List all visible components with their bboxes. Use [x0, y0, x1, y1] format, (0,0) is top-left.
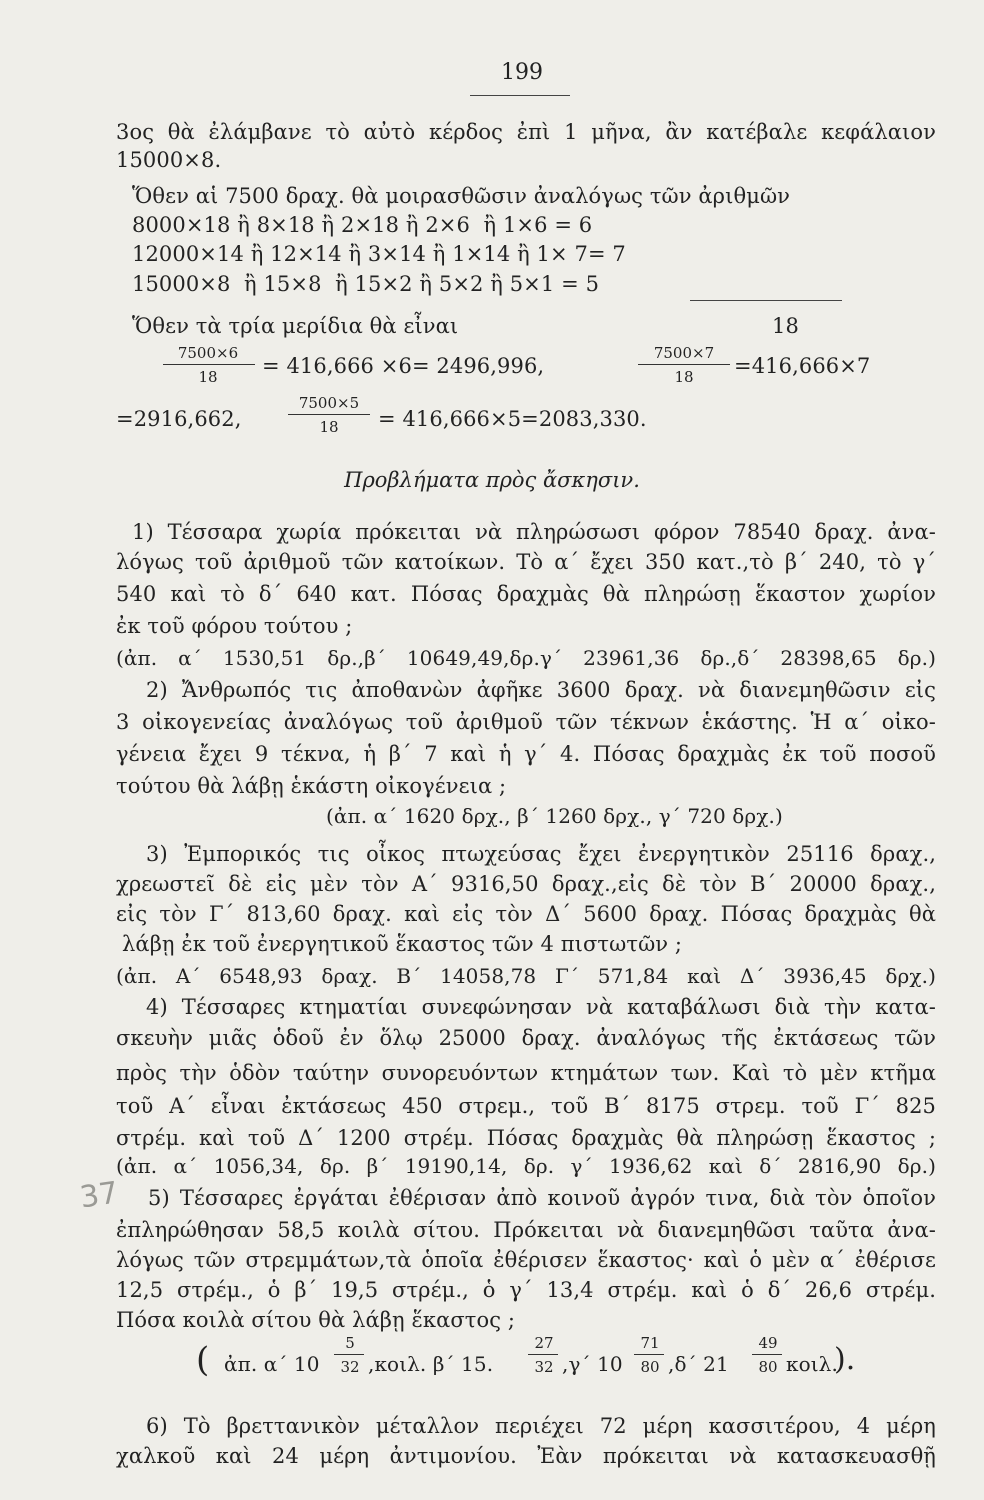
intro-line-1: 3ος θὰ ἐλάμβανε τὸ αὐτὸ κέρδος ἐπὶ 1 μῆνα, ἂν κατέβαλε κεφάλαιον: [116, 120, 936, 144]
answer-a-bar: [334, 1354, 364, 1355]
ratio-total: 18: [772, 314, 799, 338]
answer-d-bar: [752, 1354, 782, 1355]
exercises-heading: Προβλήματα πρὸς ἄσκησιν.: [344, 468, 640, 492]
exercise-3-line-1: 3) Ἐμπορικός τις οἶκος πτωχεύσας ἔχει ἐνεργητικὸν 25116 δραχ.,: [146, 842, 936, 866]
ratio-equation-1: 8000×18 ἢ 8×18 ἢ 2×18 ἢ 2×6 ἢ 1×6 = 6: [132, 213, 593, 237]
exercise-5-line-3: λόγως τῶν στρεμμάτων,τὰ ὁποῖα ἐθέρισεν ἕκαστος· καὶ ὁ μὲν α΄ ἐθέρισε: [116, 1248, 936, 1272]
exercise-4-answer: (ἀπ. α΄ 1056,34, δρ. β΄ 19190,14, δρ. γ΄ 1936,62 καὶ δ΄ 2816,90 δρ.): [116, 1154, 936, 1178]
exercise-2-line-1: 2) Ἄνθρωπός τις ἀποθανὼν ἀφῆκε 3600 δραχ. νὰ διανεμηθῶσιν εἰς: [146, 678, 936, 702]
answer-a-denominator: 32: [340, 1358, 360, 1376]
exercise-3-answer: (ἀπ. Α΄ 6548,93 δραχ. Β΄ 14058,78 Γ΄ 571,84 καὶ Δ΄ 3936,45 δρχ.): [116, 964, 936, 988]
answer-close-paren: ).: [834, 1342, 856, 1377]
exercise-6-line-2: χαλκοῦ καὶ 24 μέρη ἀντιμονίου. Ἐὰν πρόκειται νὰ κατασκευασθῇ: [116, 1444, 936, 1468]
exercise-1-line-3: 540 καὶ τὸ δ΄ 640 κατ. Πόσας δραχμὰς θὰ πληρώσῃ ἕκαστον χωρίον: [116, 582, 936, 606]
answer-b-denominator: 32: [534, 1358, 554, 1376]
answer-b: ,κοιλ. β΄ 15.: [368, 1352, 494, 1376]
answer-c-denominator: 80: [640, 1358, 660, 1376]
fraction-1-bar: [163, 364, 255, 365]
fraction-1-denominator: 18: [198, 368, 218, 386]
exercise-3-line-2: χρεωστεῖ δὲ εἰς μὲν τὸν Α΄ 9316,50 δραχ.,εἰς δὲ τὸν Β΄ 20000 δραχ.,: [116, 872, 936, 896]
answer-b-bar: [528, 1354, 558, 1355]
exercise-4-line-3: πρὸς τὴν ὁδὸν ταύτην συνορευόντων κτημάτων των. Καὶ τὸ μὲν κτῆμα: [116, 1061, 936, 1085]
intro-line-3: Ὅθεν αἱ 7500 δραχ. θὰ μοιρασθῶσιν ἀναλόγως τῶν ἀριθμῶν: [132, 184, 791, 208]
fraction-2-result: =416,666×7: [734, 354, 871, 378]
exercise-2-line-3: γένεια ἔχει 9 τέκνα, ἡ β΄ 7 καὶ ἡ γ΄ 4. Πόσας δραχμὰς ἐκ τοῦ ποσοῦ: [116, 742, 936, 766]
exercise-4-line-4: τοῦ Α΄ εἶναι ἐκτάσεως 450 στρεμ., τοῦ Β΄ 8175 στρεμ. τοῦ Γ΄ 825: [116, 1094, 936, 1118]
exercise-5-line-1: 5) Τέσσαρες ἐργάται ἐθέρισαν ἀπὸ κοινοῦ ἀγρόν τινα, διὰ τὸν ὁποῖον: [148, 1186, 936, 1210]
answer-a-numerator: 5: [345, 1334, 355, 1352]
answer-c-numerator: 71: [640, 1334, 660, 1352]
exercise-2-answer: (ἀπ. α΄ 1620 δρχ., β΄ 1260 δρχ., γ΄ 720 δρχ.): [326, 804, 783, 828]
fraction-1-result: = 416,666 ×6= 2496,996,: [262, 354, 545, 378]
answer-c-bar: [634, 1354, 664, 1355]
sum-rule: [690, 300, 842, 301]
fraction-3-numerator: 7500×5: [298, 394, 360, 412]
exercise-2-line-2: 3 οἰκογενείας ἀναλόγως τοῦ ἀριθμοῦ τῶν τέκνων ἑκάστης. Ἡ α΄ οἰκο-: [116, 710, 936, 734]
exercise-4-line-5: στρέμ. καὶ τοῦ Δ΄ 1200 στρέμ. Πόσας δραχμὰς θὰ πληρώσῃ ἕκαστος ;: [116, 1126, 936, 1150]
fraction-line-2-start: =2916,662,: [116, 407, 242, 431]
ratio-equation-2: 12000×14 ἢ 12×14 ἢ 3×14 ἢ 1×14 ἢ 1× 7= 7: [132, 242, 626, 266]
answer-b-numerator: 27: [534, 1334, 554, 1352]
exercise-3-line-4: λάβῃ ἐκ τοῦ ἐνεργητικοῦ ἕκαστος τῶν 4 πιστωτῶν ;: [122, 932, 683, 956]
answer-d-numerator: 49: [758, 1334, 778, 1352]
handwritten-margin-note: 37: [77, 1175, 121, 1216]
page-number: 199: [501, 60, 543, 85]
fraction-3-denominator: 18: [319, 418, 339, 436]
exercise-1-line-2: λόγως τοῦ ἀριθμοῦ τῶν κατοίκων. Τὸ α΄ ἔχει 350 κατ.,τὸ β΄ 240, τὸ γ΄: [116, 550, 936, 574]
answer-d-denominator: 80: [758, 1358, 778, 1376]
ratio-equation-3: 15000×8 ἢ 15×8 ἢ 15×2 ἢ 5×2 ἢ 5×1 = 5: [132, 272, 600, 296]
exercise-4-line-1: 4) Τέσσαρες κτηματίαι συνεφώνησαν νὰ καταβάλωσι διὰ τὴν κατα-: [146, 995, 936, 1019]
exercise-2-line-4: τούτου θὰ λάβῃ ἑκάστη οἰκογένεια ;: [116, 774, 507, 798]
fraction-2-numerator: 7500×7: [653, 344, 715, 362]
exercise-3-line-3: εἰς τὸν Γ΄ 813,60 δραχ. καὶ εἰς τὸν Δ΄ 5600 δραχ. Πόσας δραχμὰς θὰ: [116, 902, 936, 926]
exercise-5-line-2: ἐπληρώθησαν 58,5 κοιλὰ σίτου. Πρόκειται νὰ διανεμηθῶσι ταῦτα ἀνα-: [116, 1218, 936, 1242]
exercise-5-line-4: 12,5 στρέμ., ὁ β΄ 19,5 στρέμ., ὁ γ΄ 13,4 στρέμ. καὶ ὁ δ΄ 26,6 στρέμ.: [116, 1278, 936, 1302]
fraction-3-result: = 416,666×5=2083,330.: [378, 407, 647, 431]
exercise-1-answer: (ἀπ. α΄ 1530,51 δρ.,β΄ 10649,49,δρ.γ΄ 23961,36 δρ.,δ΄ 28398,65 δρ.): [116, 646, 936, 670]
page-number-rule: [470, 95, 570, 96]
answer-unit: κοιλ.: [786, 1352, 838, 1376]
exercise-5-line-5: Πόσα κοιλὰ σίτου θὰ λάβῃ ἕκαστος ;: [116, 1308, 516, 1332]
answer-d: ,δ΄ 21: [668, 1352, 729, 1376]
exercise-1-line-1: 1) Τέσσαρα χωρία πρόκειται νὰ πληρώσωσι φόρον 78540 δραχ. ἀνα-: [132, 520, 936, 544]
answer-c: ,γ΄ 10: [562, 1352, 623, 1376]
fraction-1-numerator: 7500×6: [177, 344, 239, 362]
intro-line-2: 15000×8.: [116, 148, 222, 172]
exercise-6-line-1: 6) Τὸ βρεττανικὸν μέταλλον περιέχει 72 μέρη κασσιτέρου, 4 μέρη: [146, 1414, 936, 1438]
exercise-4-line-2: σκευὴν μιᾶς ὁδοῦ ἐν ὅλῳ 25000 δραχ. ἀναλόγως τῆς ἐκτάσεως τῶν: [116, 1026, 936, 1050]
fraction-2-bar: [638, 364, 730, 365]
answer-a: ἀπ. α΄ 10: [224, 1352, 320, 1376]
answer-open-paren: (: [196, 1340, 210, 1380]
intro-line-4: Ὅθεν τὰ τρία μερίδια θὰ εἶναι: [132, 314, 459, 338]
fraction-2-denominator: 18: [674, 368, 694, 386]
exercise-1-line-4: ἐκ τοῦ φόρου τούτου ;: [116, 614, 353, 638]
fraction-3-bar: [288, 414, 370, 415]
